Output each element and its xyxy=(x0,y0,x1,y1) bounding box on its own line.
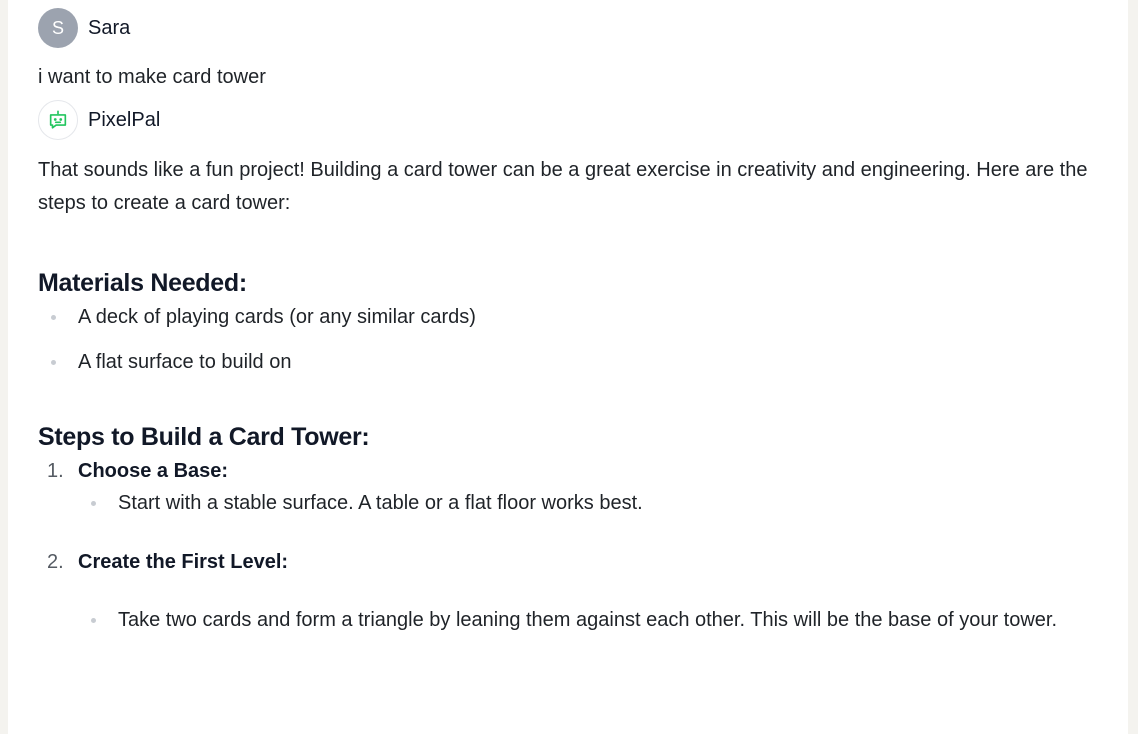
list-item xyxy=(38,347,1108,377)
message-intro: That sounds like a fun project! Building a card tower can be a great exercise in creativity and engineering. Here are the steps to create a card tower: xyxy=(38,159,1088,214)
user-message xyxy=(38,8,1108,89)
bullet-icon xyxy=(51,315,56,320)
steps-heading: Steps to Build a Card Tower: xyxy=(38,423,370,451)
materials-list xyxy=(38,302,1108,377)
list-item xyxy=(38,302,1108,332)
bullet-icon xyxy=(91,618,96,623)
step-number: 1. xyxy=(47,460,64,482)
list-item-text: A deck of playing cards (or any similar cards) xyxy=(78,306,476,328)
bot-chat-icon xyxy=(38,100,78,140)
list-item-text: A flat surface to build on xyxy=(78,351,292,373)
bullet-icon xyxy=(51,360,56,365)
list-item xyxy=(78,486,1108,521)
sender-name: Sara xyxy=(88,16,131,39)
assistant-message xyxy=(38,100,1108,638)
step-details xyxy=(78,603,1108,638)
chat-panel xyxy=(8,0,1128,734)
sender-name: PixelPal xyxy=(88,108,161,131)
step-number: 2. xyxy=(47,551,64,573)
avatar[interactable] xyxy=(38,8,78,48)
list-item xyxy=(78,603,1108,638)
step-item xyxy=(38,456,1108,521)
message-text: i want to make card tower xyxy=(38,66,266,88)
assistant-message-header xyxy=(38,100,1108,140)
step-title: Choose a Base: xyxy=(78,460,229,482)
bullet-icon xyxy=(91,501,96,506)
list-item-text: Start with a stable surface. A table or a flat floor works best. xyxy=(118,492,643,514)
step-title: Create the First Level: xyxy=(78,551,289,573)
list-item-text: Take two cards and form a triangle by leaning them against each other. This will be the base of your tower. xyxy=(118,609,1058,631)
conversation xyxy=(38,0,1108,638)
avatar-initial: S xyxy=(51,17,64,38)
step-details xyxy=(78,486,1108,521)
step-item xyxy=(38,547,1108,638)
steps-list xyxy=(38,456,1108,638)
user-message-header xyxy=(38,8,1108,48)
materials-heading: Materials Needed: xyxy=(38,269,247,297)
